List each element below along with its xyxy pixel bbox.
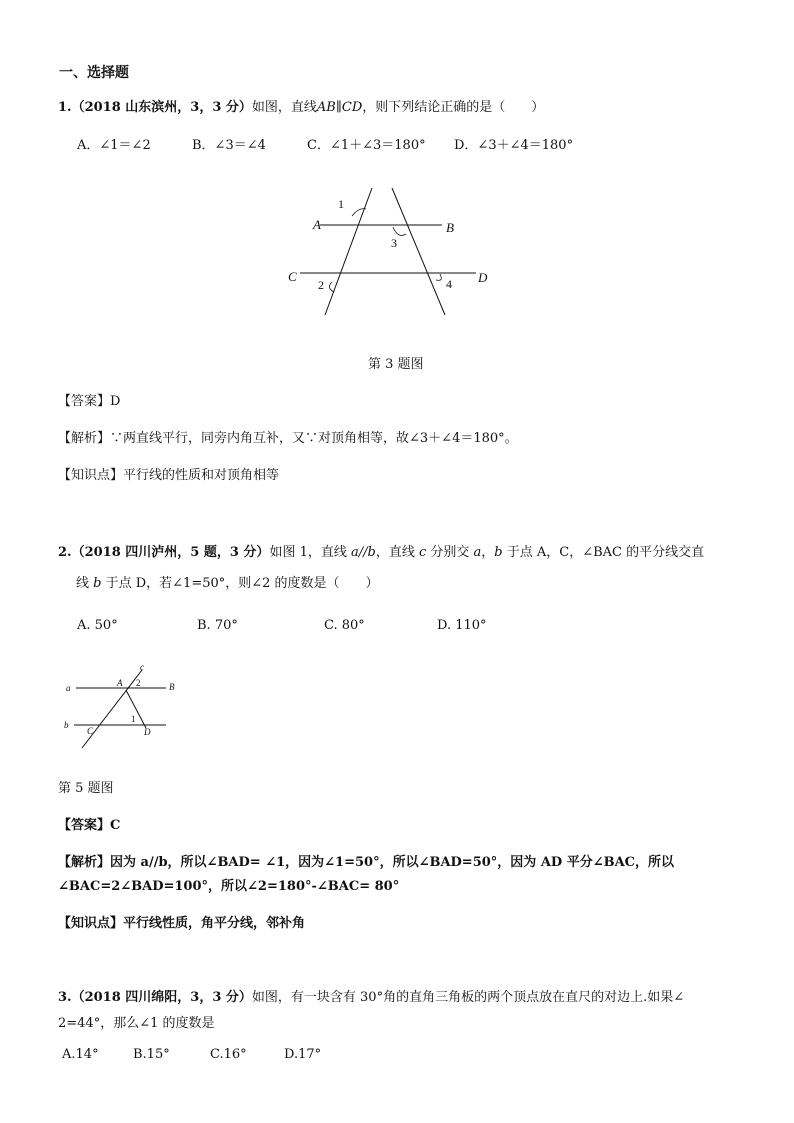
q1-angle2-arc [329,282,334,292]
q1-option-b: B．∠3＝∠4 [192,138,266,153]
q2-label-B: B [169,682,175,692]
q2-bisector-ad [126,690,146,728]
q2-label-1: 1 [131,714,136,724]
q3-source: （2018 四川绵阳，3，3 分） [71,990,252,1005]
q1-transversal-left [325,188,372,315]
q1-stem [58,96,544,115]
q2-label-A: A [117,678,123,688]
q1-label-D: D [478,270,488,285]
q1-transversal-right [392,188,445,315]
q2-number: 2. [58,545,72,560]
q1-label-3: 3 [391,236,397,250]
q2-label-C: C [87,726,94,736]
q1-figure [280,180,510,325]
q2-stem-text-6: 线 [76,576,94,591]
section-title: 一、选择题 [59,65,129,81]
q2-stem-text-5: 于点 A，C，∠BAC 的平分线交直 [502,545,705,560]
q3-option-d: D.17° [284,1047,322,1062]
q2-stem-b-var2: b [93,576,102,591]
q1-label-A: A [313,217,321,232]
q2-figure [60,660,185,752]
q2-analysis-line1 [58,851,674,870]
q1-source: （2018 山东滨州，3，3 分） [71,100,252,115]
q1-answer [58,390,120,409]
q3-option-b: B.15° [133,1047,170,1062]
q2-stem-text-2: ，直线 [375,545,419,560]
q1-label-1: 1 [338,197,344,211]
q2-knowledge-text: 平行线性质，角平分线，邻补角 [123,916,306,931]
q2-option-b: B. 70° [197,618,238,633]
q2-stem-text-3: 分别交 [426,545,474,560]
q1-stem-text-b: ，则下列结论正确的是（ ） [362,100,545,115]
q2-stem-b-var: b [494,545,503,560]
q2-stem-text-7: 于点 D，若∠1=50°，则∠2 的度数是（ ） [101,576,379,591]
q2-label-2: 2 [136,678,141,688]
q1-knowledge-tag: 【知识点】 [58,468,124,483]
q2-answer-tag: 【答案】 [58,818,111,833]
q2-stem-c: c [418,545,427,560]
q1-stem-parallel: ∥ [335,100,342,115]
q2-analysis-text-1: 因为 a//b，所以∠BAD= ∠1，因为∠1=50°，所以∠BAD=50°，因为 AD 平分∠BAC，所以 [110,855,675,870]
q1-option-c: C．∠1＋∠3＝180° [307,138,426,153]
q1-analysis-tag: 【解析】 [58,431,111,446]
q1-angle3-arc [393,227,406,235]
q1-knowledge [58,464,279,483]
q2-answer [58,814,120,833]
q2-label-a: a [66,683,71,693]
q1-option-d: D．∠3＋∠4＝180° [454,138,574,153]
q2-label-D: D [144,727,151,737]
q2-stem-line1 [58,541,704,560]
q1-stem-ab: AB [316,100,336,115]
q3-option-c: C.16° [210,1047,247,1062]
q2-label-b: b [64,720,69,730]
q3-option-a: A.14° [62,1047,99,1062]
q3-stem-line1 [58,986,684,1005]
q1-analysis-text: ∵两直线平行，同旁内角互补，又∵对顶角相等，故∠3＋∠4＝180°。 [110,431,518,446]
q2-stem-text-4: ， [481,545,495,560]
q1-angle4-arc [436,274,441,280]
q2-stem-line2 [76,572,379,591]
q2-option-c: C. 80° [324,618,365,633]
q2-line-c [82,670,142,748]
q2-knowledge [58,912,305,931]
q2-option-d: D. 110° [437,618,487,633]
q1-label-B: B [446,220,454,235]
q2-source: （2018 四川泸州，5 题，3 分） [71,545,270,560]
q2-stem-a-var: a [473,545,482,560]
q2-label-c: c [140,662,144,672]
q1-stem-text-a: 如图，直线 [251,100,317,115]
q2-stem-text-1: 如图 1，直线 [269,545,351,560]
q2-figure-caption: 第 5 题图 [58,781,114,796]
q1-analysis [58,427,518,446]
q2-stem-ab: a//b [350,545,376,560]
q2-analysis-line2: ∠BAC=2∠BAD=100°，所以∠2=180°-∠BAC= 80° [58,879,400,894]
q2-option-a: A. 50° [77,618,118,633]
q1-knowledge-text: 平行线的性质和对顶角相等 [123,468,280,483]
q1-label-4: 4 [446,277,452,291]
q1-answer-tag: 【答案】 [58,394,111,409]
q2-knowledge-tag: 【知识点】 [58,916,124,931]
q3-number: 3. [58,990,72,1005]
q2-analysis-tag: 【解析】 [58,855,111,870]
q2-answer-value: C [110,818,121,833]
q1-stem-cd: CD [341,100,363,115]
q1-label-2: 2 [318,278,324,292]
q1-option-a: A．∠1＝∠2 [77,138,151,153]
q3-stem-line2: 2=44°，那么∠1 的度数是 [58,1016,215,1031]
q1-number: 1. [58,100,72,115]
q1-label-C: C [288,269,297,284]
q3-stem-text-1: 如图，有一块含有 30°角的直角三角板的两个顶点放在直尺的对边上.如果∠ [251,990,685,1005]
q1-answer-value: D [110,394,121,409]
q1-figure-caption: 第 3 题图 [368,357,424,372]
